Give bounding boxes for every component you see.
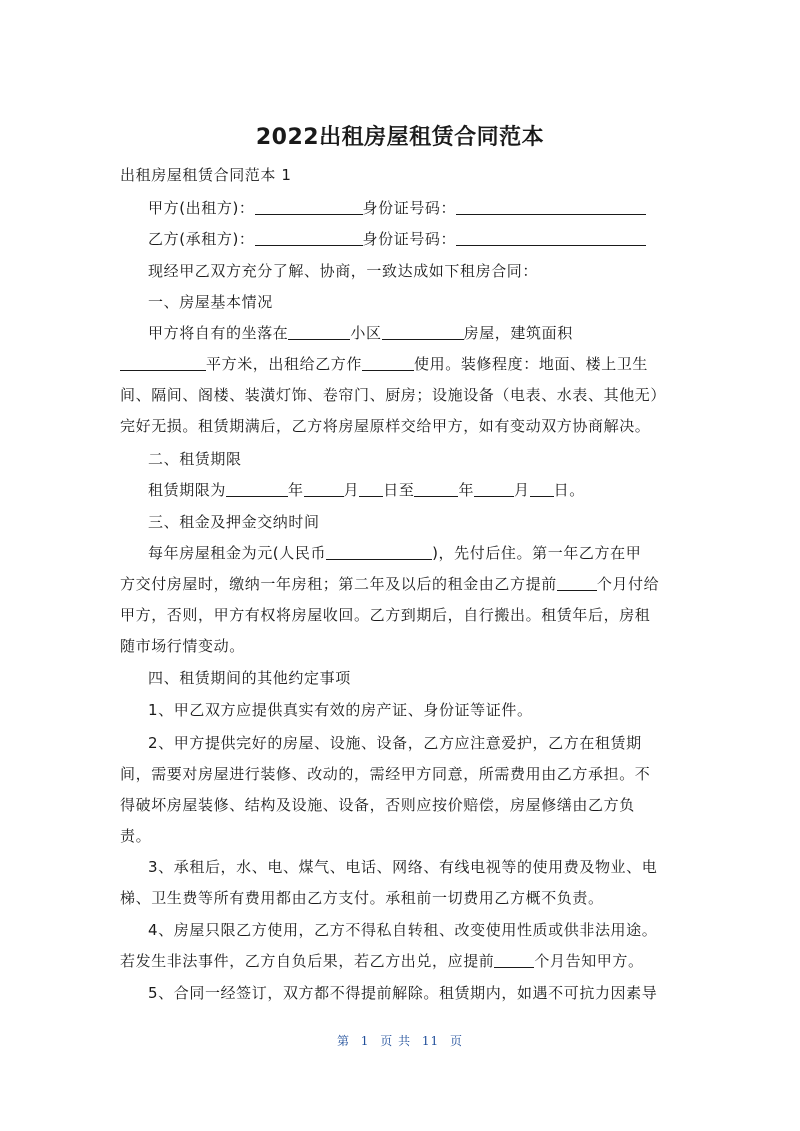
page-footer xyxy=(0,1032,800,1049)
section-3-line-4: 随市场行情变动。 xyxy=(120,637,245,655)
clause-2-line-2: 间，需要对房屋进行装修、改动的，需经甲方同意，所需费用由乙方承担。不 xyxy=(120,765,651,783)
clause-1: 1、甲乙双方应提供真实有效的房产证、身份证等证件。 xyxy=(148,701,533,719)
document-title: 2022出租房屋租赁合同范本 xyxy=(255,125,545,150)
page-total: 11 xyxy=(421,1034,440,1048)
section-4-heading: 四、租赁期间的其他约定事项 xyxy=(148,669,351,687)
party-b-id-blank xyxy=(456,230,646,246)
intro-paragraph: 现经甲乙双方充分了解、协商，一致达成如下租房合同： xyxy=(148,262,539,280)
section-3-heading: 三、租金及押金交纳时间 xyxy=(148,513,320,531)
section-3-line-2: 方交付房屋时，缴纳一年房租；第二年及以后的租金由乙方提前 个月付给 xyxy=(120,575,660,593)
clause-4-line-1: 4、房屋只限乙方使用，乙方不得私自转租、改变使用性质或供非法用途。 xyxy=(148,921,658,939)
contract-subtitle: 出租房屋租赁合同范本 1 xyxy=(120,166,292,184)
clause-5-line-1: 5、合同一经签订，双方都不得提前解除。租赁期内，如遇不可抗力因素导 xyxy=(148,984,658,1002)
page-suffix: 页 xyxy=(450,1034,464,1048)
clause-3-line-1: 3、承租后，水、电、煤气、电话、网络、有线电视等的使用费及物业、电 xyxy=(148,858,658,876)
section-1-line-3: 间、隔间、阁楼、装潢灯饰、卷帘门、厨房；设施设备（电表、水表、其他无） xyxy=(120,386,667,404)
clause-4-line-2: 若发生非法事件，乙方自负后果，若乙方出兑，应提前 个月告知甲方。 xyxy=(120,952,644,970)
party-a-id-blank xyxy=(456,199,646,215)
section-2-heading: 二、租赁期限 xyxy=(148,450,242,468)
party-a-name-blank xyxy=(255,199,363,215)
page-mid: 页 共 xyxy=(380,1034,412,1048)
lease-term-line: 租赁期限为 年 月 日至 年 月 日。 xyxy=(148,481,585,499)
section-3-line-1: 每年房屋租金为元(人民币 )，先付后住。第一年乙方在甲 xyxy=(148,544,642,562)
section-1-line-2: 平方米，出租给乙方作 使用。装修程度：地面、楼上卫生 xyxy=(120,354,680,374)
section-1-heading: 一、房屋基本情况 xyxy=(148,293,273,311)
section-3-line-3: 甲方，否则，甲方有权将房屋收回。乙方到期后，自行搬出。租赁年后，房租 xyxy=(120,606,651,624)
party-b-line: 乙方(承租方)： 身份证号码： xyxy=(148,229,680,249)
section-1-line-1: 甲方将自有的坐落在 小区 房屋，建筑面积 xyxy=(148,324,573,342)
clause-2-line-3: 得破坏房屋装修、结构及设施、设备，否则应按价赔偿，房屋修缮由乙方负 xyxy=(120,796,635,814)
clause-3-line-2: 梯、卫生费等所有费用都由乙方支付。承租前一切费用乙方概不负责。 xyxy=(120,889,604,907)
page-prefix: 第 xyxy=(336,1034,350,1048)
clause-2-line-4: 责。 xyxy=(120,827,152,845)
page-number: 1 xyxy=(360,1034,370,1048)
clause-2-line-1: 2、甲方提供完好的房屋、设施、设备，乙方应注意爱护，乙方在租赁期 xyxy=(148,734,642,752)
party-b-name-blank xyxy=(255,230,363,246)
party-a-line: 甲方(出租方)： 身份证号码： xyxy=(148,198,680,218)
section-1-line-4: 完好无损。租赁期满后，乙方将房屋原样交给甲方，如有变动双方协商解决。 xyxy=(120,417,651,435)
